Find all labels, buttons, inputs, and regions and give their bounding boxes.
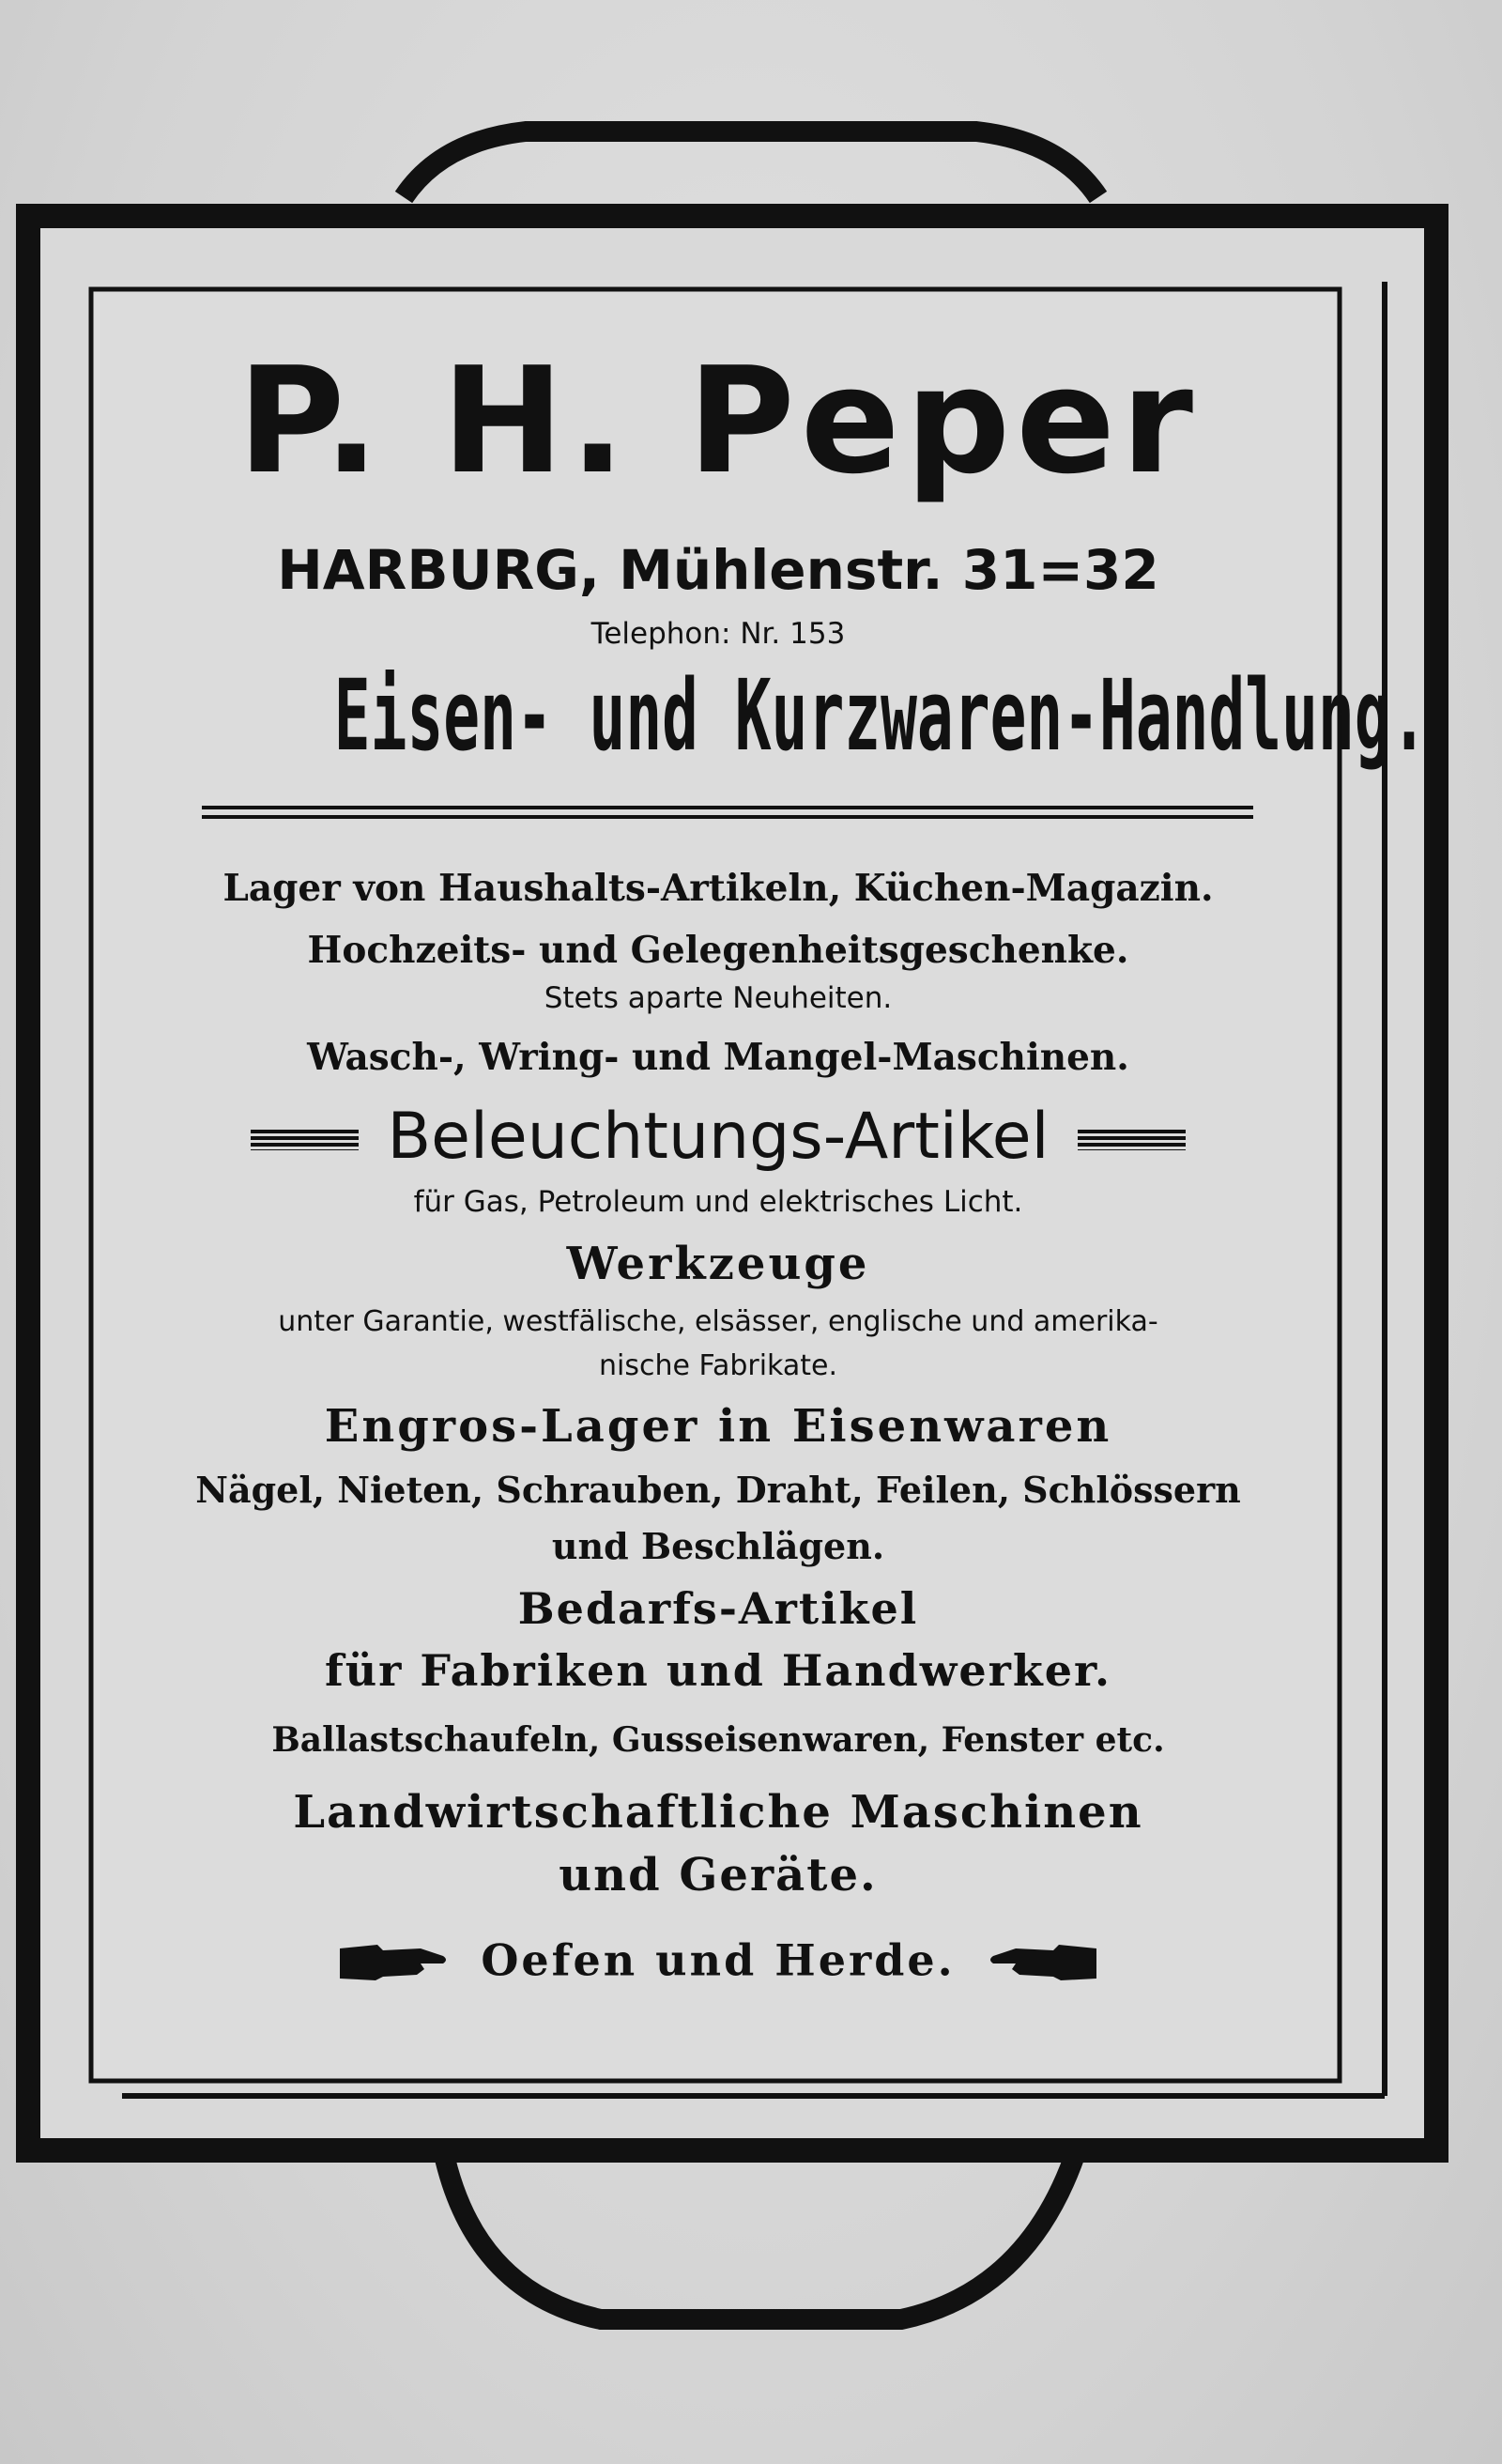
advert-content [99,291,1428,2075]
triple-bar-left [251,1130,359,1150]
bedarf-heading-2: für Fabriken und Handwerker. [324,1645,1112,1696]
werkzeuge-detail-2: nische Fabrikate. [598,1349,838,1382]
beleuchtung-label: Beleuchtungs-Artikel [387,1100,1050,1174]
engros-detail-1: Nägel, Nieten, Schrauben, Draht, Feilen, Schlössern [195,1469,1241,1511]
engros-heading: Engros-Lager in Eisenwaren [324,1400,1112,1453]
neuheiten-line: Stets aparte Neuheiten. [544,981,893,1015]
address: HARBURG, Mühlenstr. 31=32 [277,538,1159,602]
geschenke-line: Hochzeits- und Gelegenheitsgeschenke. [307,929,1129,972]
maschinen-line: Wasch-, Wring- und Mangel-Maschinen. [307,1036,1129,1079]
landwirt-heading-1: Landwirtschaftliche Maschinen [293,1786,1143,1839]
beleuchtung-heading [99,1100,1338,1174]
landwirt-heading-2: und Geräte. [559,1849,878,1902]
top-arch [404,131,1098,197]
telephone: Telephon: Nr. 153 [590,617,846,651]
haushalt-line: Lager von Haushalts-Artikeln, Küchen-Magazin. [222,867,1214,910]
engros-detail-2: und Beschlägen. [551,1525,885,1567]
werkzeuge-heading: Werkzeuge [566,1238,870,1290]
triple-bar-right [1078,1130,1186,1150]
bottom-arch [441,2141,1080,2319]
pointing-hand-right-icon [338,1937,451,1991]
pointing-hand-left-icon [986,1937,1098,1991]
firm-name: P. H. Peper [238,335,1199,506]
double-rule-bottom [202,815,1253,819]
beleuchtung-detail: für Gas, Petroleum und elektrisches Licht. [413,1185,1023,1219]
ballast-line: Ballastschaufeln, Gusseisenwaren, Fenster etc. [271,1720,1165,1760]
oefen-label: Oefen und Herde. [481,1934,956,1986]
double-rule-top [202,806,1253,809]
oefen-line [99,1934,1338,1991]
werkzeuge-detail-1: unter Garantie, westfälische, elsässer, englische und amerika- [278,1305,1158,1338]
bedarf-heading-1: Bedarfs-Artikel [517,1583,919,1634]
trade-heading: Eisen- und Kurzwaren-Handlung. [333,658,1428,773]
